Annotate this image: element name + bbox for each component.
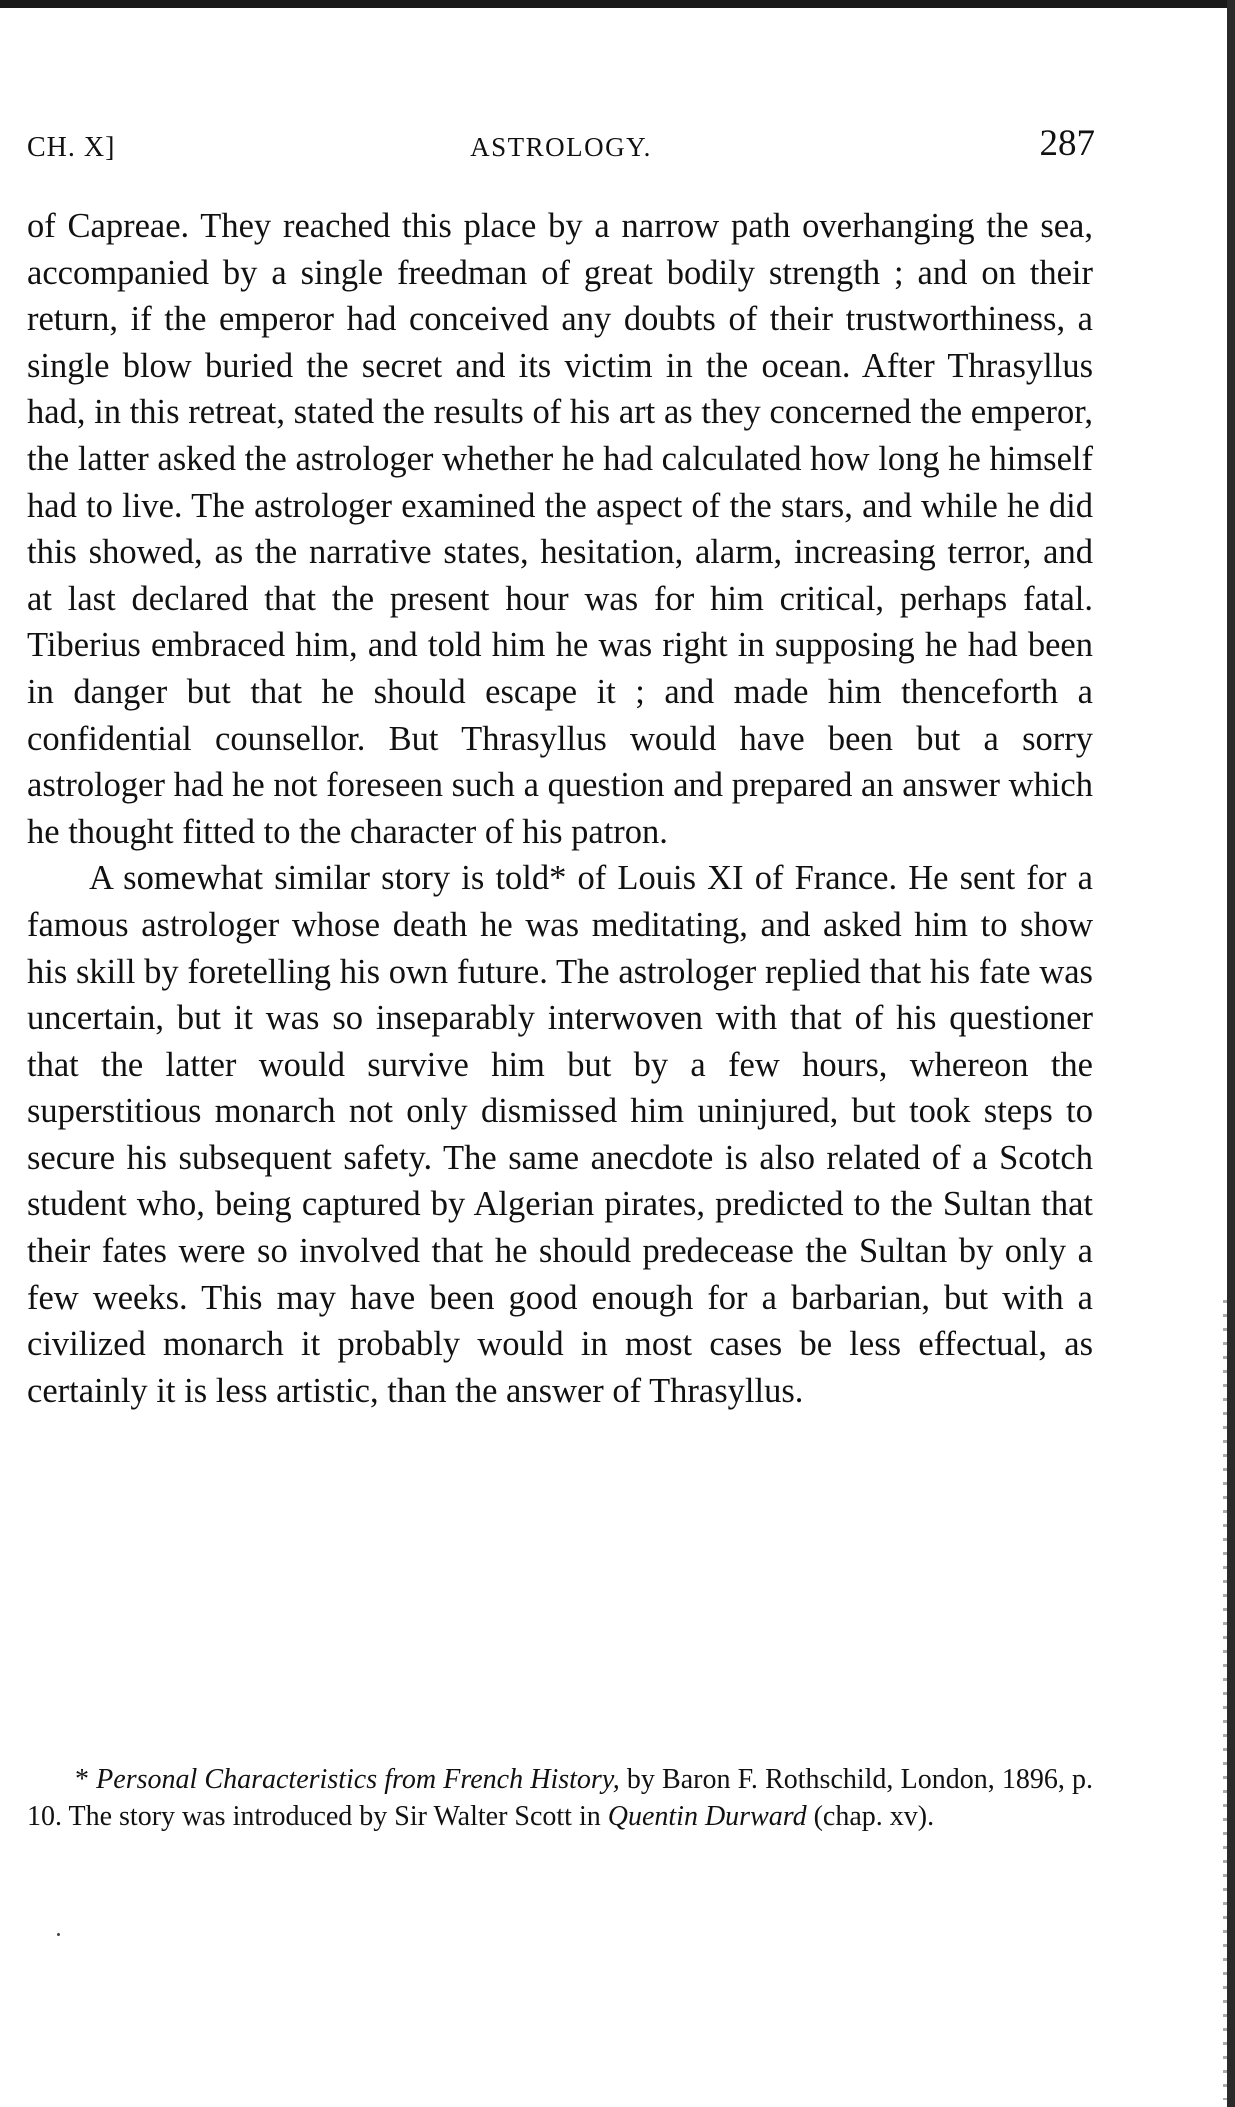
running-head [27, 122, 1095, 172]
page-right-edge [1227, 0, 1235, 2107]
footnote [27, 1761, 1093, 1835]
chapter-label: CH. X] [27, 132, 116, 163]
stray-ink-mark [57, 1933, 60, 1936]
running-title: ASTROLOGY. [470, 132, 652, 162]
paragraph-1: of Capreae. They reached this place by a narrow path overhanging the sea, accompanied by a single freedman of great bodily strength ; and on their return, if the emperor had conceived any doubts of their trustworthiness, a single blow buried the secret and its victim in the ocean. After Thrasyllus had, in this retreat, stated the results of his art as they concerned the emperor, the latter asked the astrologer whether he had calculated how long he himself had to live. The astrologer examined the aspect of the stars, and while he did this showed, as the narrative states, hesitation, alarm, increasing terror, and at last declared that the present hour was for him critical, perhaps fatal. Tiberius embraced him, and told him he was right in supposing he had been in danger but that he should escape it ; and made him thenceforth a confidential counsellor. But Thrasyllus would have been but a sorry astrologer had he not foreseen such a question and prepared an answer which he thought fitted to the character of his patron. [27, 207, 1093, 851]
body-text [27, 203, 1093, 1414]
page-edge-speckle [1223, 1300, 1227, 2100]
footnote-text-a: by Baron F. Rothschild, London, 1896, p. 10. The story was introduced by Sir Walter Scott in [27, 1764, 1094, 1832]
footnote-book-title: Personal Characteristics from French History, [96, 1764, 620, 1795]
paragraph-2: A somewhat similar story is told* of Louis XI of France. He sent for a famous astrologer whose death he was meditating, and asked him to show his skill by foretelling his own future. The astrologer replied that his fate was uncertain, but it was so inseparably interwoven with that of his questioner that the latter would survive him but by a few hours, whereon the superstitious monarch not only dismissed him uninjured, but took steps to secure his subsequent safety. The same anecdote is also related of a Scotch student who, being captured by Algerian pirates, predicted to the Sultan that their fates were so involved that he should predecease the Sultan by only a few weeks. This may have been good enough for a barbarian, but with a civilized monarch it probably would in most cases be less effectual, as certainly it is less artistic, than the answer of Thrasyllus. [27, 859, 1093, 1410]
footnote-text-b: (chap. xv). [806, 1801, 935, 1832]
footnote-novel-title: Quentin Durward [607, 1801, 807, 1832]
page-top-edge [0, 0, 1235, 8]
footnote-paragraph [27, 1761, 1093, 1835]
footnote-marker: * [75, 1764, 97, 1795]
page-number: 287 [1039, 123, 1095, 164]
